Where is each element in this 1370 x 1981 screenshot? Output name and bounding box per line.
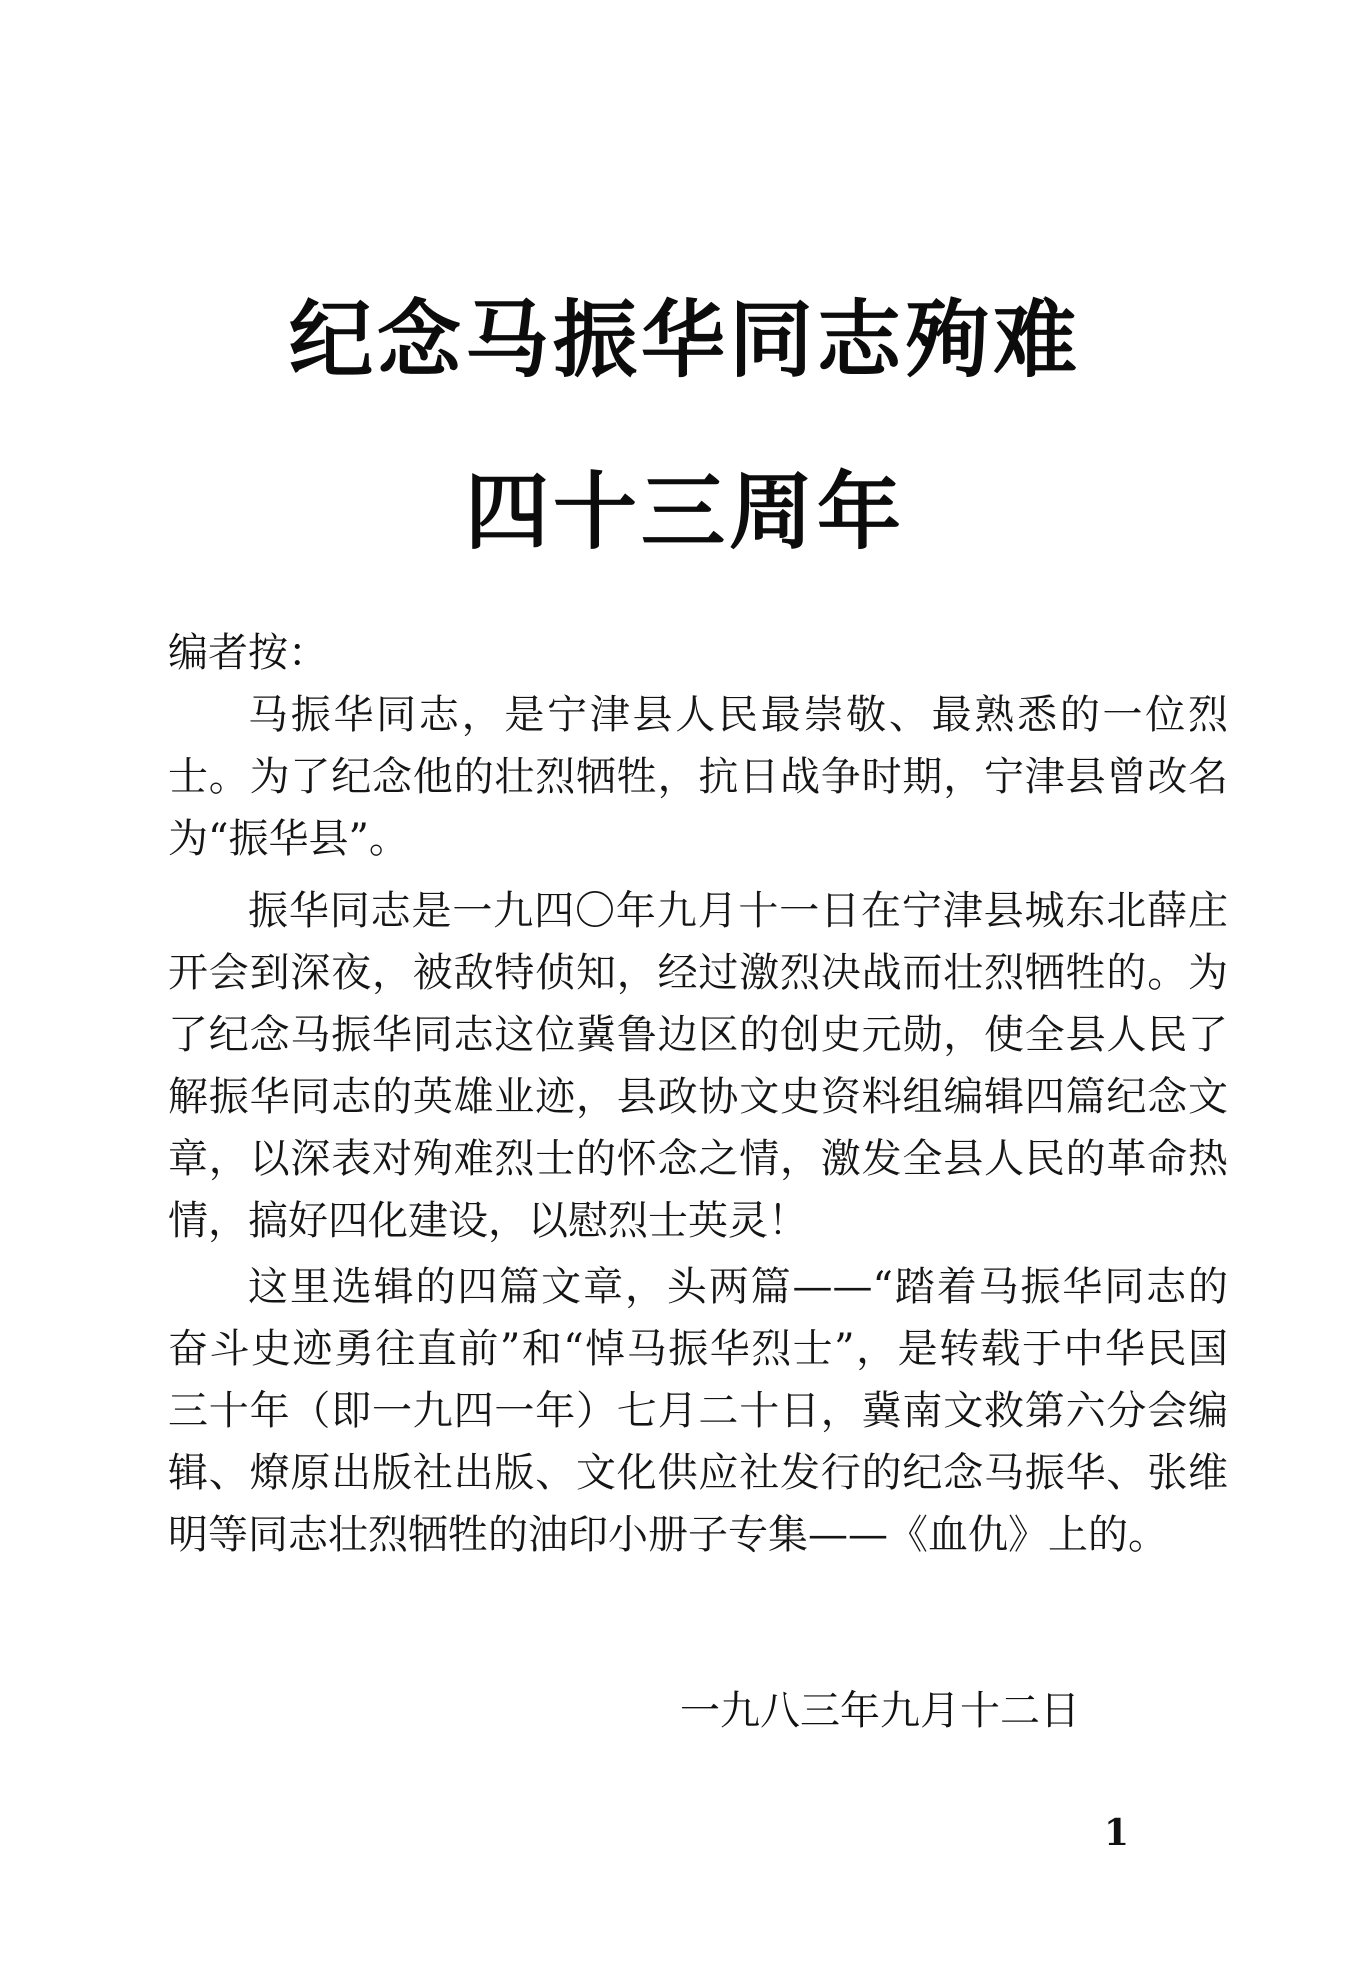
page-title-line-1: 纪念马振华同志殉难 bbox=[288, 291, 1081, 389]
page-title-line-2: 四十三周年 bbox=[464, 463, 905, 561]
paragraph-2: 振华同志是一九四〇年九月十一日在宁津县城东北薛庄开会到深夜，被敌特侦知，经过激烈决战而壮烈牺牲的。为了纪念马振华同志这位冀鲁边区的创史元勋，使全县人民了解振华同志的英雄业迹，县政协文史资料组编辑四篇纪念文章，以深表对殉难烈士的怀念之情，激发全县人民的革命热情，搞好四化建设，以慰烈士英灵！ bbox=[168, 888, 1228, 1244]
page-number: 1 bbox=[1104, 1812, 1130, 1854]
paragraph-1: 马振华同志，是宁津县人民最崇敬、最熟悉的一位烈士。为了纪念他的壮烈牺牲，抗日战争时期，宁津县曾改名为“振华县”。 bbox=[168, 692, 1228, 862]
editor-note-label: 编者按： bbox=[168, 630, 328, 676]
signature-date: 一九八三年九月十二日 bbox=[680, 1688, 1080, 1734]
paragraph-3: 这里选辑的四篇文章，头两篇——“踏着马振华同志的奋斗史迹勇往直前”和“悼马振华烈士”，是转载于中华民国三十年（即一九四一年）七月二十日，冀南文救第六分会编辑、燎原出版社出版、文化供应社发行的纪念马振华、张维明等同志壮烈牺牲的油印小册子专集——《血仇》上的。 bbox=[168, 1264, 1228, 1558]
